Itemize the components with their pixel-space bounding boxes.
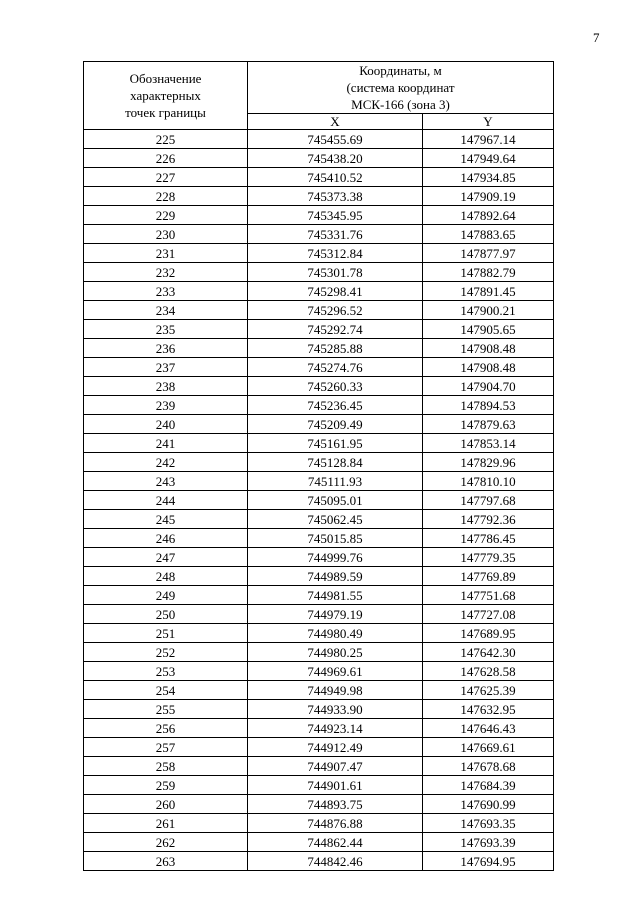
table-row [84,301,554,320]
table-row [84,510,554,529]
point-cell: 234 [84,301,248,320]
point-cell: 260 [84,795,248,814]
table-row [84,244,554,263]
point-cell: 229 [84,206,248,225]
table-row [84,282,554,301]
y-cell: 147797.68 [423,491,554,510]
x-cell: 744980.25 [248,643,423,662]
y-cell: 147879.63 [423,415,554,434]
table-row [84,187,554,206]
table-row [84,377,554,396]
point-cell: 247 [84,548,248,567]
x-cell: 745128.84 [248,453,423,472]
point-cell: 242 [84,453,248,472]
y-cell: 147904.70 [423,377,554,396]
table-row [84,757,554,776]
table-row [84,320,554,339]
x-cell: 745301.78 [248,263,423,282]
table-row [84,263,554,282]
y-cell: 147900.21 [423,301,554,320]
y-cell: 147949.64 [423,149,554,168]
y-cell: 147727.08 [423,605,554,624]
table-row [84,700,554,719]
table-row [84,738,554,757]
y-cell: 147934.85 [423,168,554,187]
y-cell: 147905.65 [423,320,554,339]
x-cell: 745095.01 [248,491,423,510]
table-row [84,529,554,548]
table-row [84,567,554,586]
y-cell: 147628.58 [423,662,554,681]
y-cell: 147883.65 [423,225,554,244]
y-cell: 147646.43 [423,719,554,738]
point-cell: 244 [84,491,248,510]
x-cell: 744923.14 [248,719,423,738]
point-cell: 232 [84,263,248,282]
y-cell: 147908.48 [423,358,554,377]
x-cell: 744933.90 [248,700,423,719]
table-body [84,130,554,871]
y-cell: 147967.14 [423,130,554,149]
point-cell: 252 [84,643,248,662]
x-cell: 744842.46 [248,852,423,871]
y-cell: 147792.36 [423,510,554,529]
x-cell: 744949.98 [248,681,423,700]
y-cell: 147908.48 [423,339,554,358]
header-point-designation [84,62,248,130]
table-row [84,681,554,700]
point-cell: 230 [84,225,248,244]
x-cell: 744969.61 [248,662,423,681]
table-row [84,130,554,149]
x-cell: 744981.55 [248,586,423,605]
header-point-line1: Обозначение [129,71,202,86]
y-cell: 147632.95 [423,700,554,719]
table-row [84,472,554,491]
y-cell: 147829.96 [423,453,554,472]
x-cell: 745312.84 [248,244,423,263]
x-cell: 745062.45 [248,510,423,529]
header-coords-line3: МСК-166 (зона 3) [351,97,450,112]
point-cell: 250 [84,605,248,624]
x-cell: 744907.47 [248,757,423,776]
point-cell: 227 [84,168,248,187]
y-cell: 147786.45 [423,529,554,548]
x-cell: 744901.61 [248,776,423,795]
table-row [84,225,554,244]
x-cell: 744999.76 [248,548,423,567]
y-cell: 147909.19 [423,187,554,206]
y-cell: 147625.39 [423,681,554,700]
x-cell: 745236.45 [248,396,423,415]
header-y: Y [423,114,554,130]
table-header [84,62,554,130]
point-cell: 239 [84,396,248,415]
table-row [84,168,554,187]
table-row [84,776,554,795]
x-cell: 745292.74 [248,320,423,339]
y-cell: 147892.64 [423,206,554,225]
point-cell: 248 [84,567,248,586]
header-coordinates [248,62,554,114]
page-number: 7 [593,30,600,45]
point-cell: 236 [84,339,248,358]
x-cell: 744980.49 [248,624,423,643]
point-cell: 251 [84,624,248,643]
point-cell: 263 [84,852,248,871]
point-cell: 245 [84,510,248,529]
table-row [84,624,554,643]
x-cell: 745111.93 [248,472,423,491]
coordinates-table [83,61,554,871]
header-point-line2: характерных [130,88,201,103]
y-cell: 147678.68 [423,757,554,776]
table-row [84,795,554,814]
point-cell: 253 [84,662,248,681]
y-cell: 147694.95 [423,852,554,871]
y-cell: 147693.35 [423,814,554,833]
point-cell: 246 [84,529,248,548]
table-row [84,643,554,662]
point-cell: 261 [84,814,248,833]
point-cell: 233 [84,282,248,301]
point-cell: 228 [84,187,248,206]
point-cell: 243 [84,472,248,491]
y-cell: 147779.35 [423,548,554,567]
point-cell: 254 [84,681,248,700]
point-cell: 240 [84,415,248,434]
point-cell: 257 [84,738,248,757]
point-cell: 258 [84,757,248,776]
x-cell: 744862.44 [248,833,423,852]
point-cell: 231 [84,244,248,263]
table-row [84,396,554,415]
table-row [84,719,554,738]
y-cell: 147690.99 [423,795,554,814]
y-cell: 147689.95 [423,624,554,643]
x-cell: 745345.95 [248,206,423,225]
table-row [84,453,554,472]
table-row [84,814,554,833]
point-cell: 237 [84,358,248,377]
table-row [84,548,554,567]
y-cell: 147891.45 [423,282,554,301]
point-cell: 249 [84,586,248,605]
x-cell: 745298.41 [248,282,423,301]
x-cell: 745410.52 [248,168,423,187]
point-cell: 255 [84,700,248,719]
x-cell: 745015.85 [248,529,423,548]
x-cell: 745209.49 [248,415,423,434]
table-row [84,415,554,434]
x-cell: 745438.20 [248,149,423,168]
x-cell: 745373.38 [248,187,423,206]
x-cell: 744912.49 [248,738,423,757]
point-cell: 235 [84,320,248,339]
table-row [84,852,554,871]
x-cell: 745455.69 [248,130,423,149]
x-cell: 744876.88 [248,814,423,833]
table-row [84,605,554,624]
table-row [84,491,554,510]
table-row [84,206,554,225]
table-row [84,586,554,605]
y-cell: 147669.61 [423,738,554,757]
x-cell: 745161.95 [248,434,423,453]
point-cell: 241 [84,434,248,453]
point-cell: 238 [84,377,248,396]
point-cell: 259 [84,776,248,795]
header-coords-line2: (система координат [346,80,455,95]
y-cell: 147810.10 [423,472,554,491]
point-cell: 225 [84,130,248,149]
y-cell: 147751.68 [423,586,554,605]
point-cell: 256 [84,719,248,738]
y-cell: 147769.89 [423,567,554,586]
x-cell: 745296.52 [248,301,423,320]
point-cell: 226 [84,149,248,168]
x-cell: 744979.19 [248,605,423,624]
table-row [84,662,554,681]
x-cell: 745260.33 [248,377,423,396]
y-cell: 147882.79 [423,263,554,282]
table-row [84,339,554,358]
y-cell: 147684.39 [423,776,554,795]
table-row [84,149,554,168]
header-x: X [248,114,423,130]
x-cell: 745331.76 [248,225,423,244]
y-cell: 147642.30 [423,643,554,662]
point-cell: 262 [84,833,248,852]
y-cell: 147877.97 [423,244,554,263]
header-coords-line1: Координаты, м [359,63,442,78]
table-row [84,434,554,453]
x-cell: 744989.59 [248,567,423,586]
x-cell: 744893.75 [248,795,423,814]
table-row [84,833,554,852]
y-cell: 147693.39 [423,833,554,852]
header-point-line3: точек границы [125,105,206,120]
table-row [84,358,554,377]
x-cell: 745274.76 [248,358,423,377]
y-cell: 147894.53 [423,396,554,415]
x-cell: 745285.88 [248,339,423,358]
y-cell: 147853.14 [423,434,554,453]
